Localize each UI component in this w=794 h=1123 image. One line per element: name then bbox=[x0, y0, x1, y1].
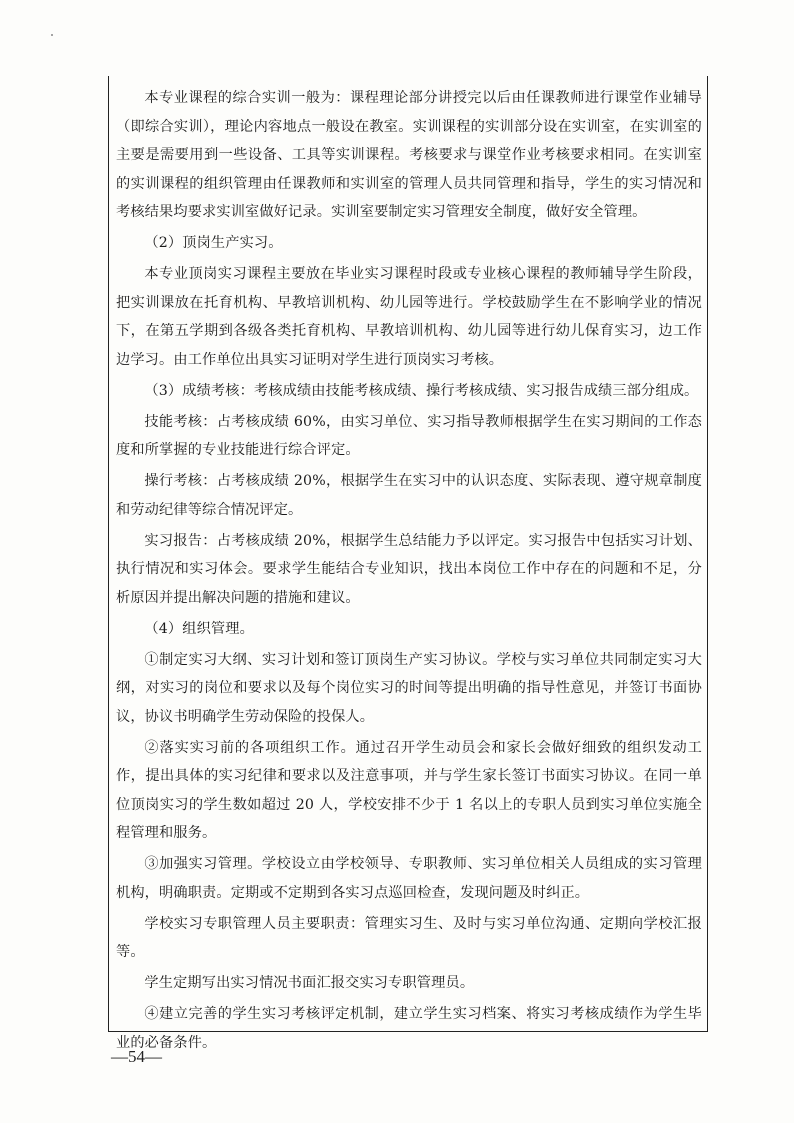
paragraph-internship-report: 实习报告：占考核成绩 20%，根据学生总结能力予以评定。实习报告中包括实习计划、执行情况和实习体会。要求学生能结合专业知识，找出本岗位工作中存在的问题和不足，分析原因并提出解决问题的措施和建议。 bbox=[116, 532, 702, 606]
paragraph-skill-assessment: 技能考核：占考核成绩 60%，由实习单位、实习指导教师根据学生在实习期间的工作态度和所掌握的专业技能进行综合评定。 bbox=[116, 413, 702, 458]
paragraph-item-1: ①制定实习大纲、实习计划和签订顶岗生产实习协议。学校与实习单位共同制定实习大纲，对实习的岗位和要求以及每个岗位实习的时间等提出明确的指导性意见，并签订书面协议，协议书明确学生劳动保险的投保人。 bbox=[116, 651, 702, 725]
paragraph-comprehensive-training: 本专业课程的综合实训一般为：课程理论部分讲授完以后由任课教师进行课堂作业辅导（即综合实训），理论内容地点一般设在教室。实训课程的实训部分设在实训室，在实训室的主要是需要用到一些设备、工具等实训课程。考核要求与课堂作业考核要求相同。在实训室的实训课程的组织管理由任课教师和实训室的管理人员共同管理和指导，学生的实习情况和考核结果均要求实训室做好记录。实训室要制定实习管理安全制度，做好安全管理。 bbox=[116, 90, 702, 220]
paragraph-item-2: ②落实实习前的各项组织工作。通过召开学生动员会和家长会做好细致的组织发动工作，提出具体的实习纪律和要求以及注意事项，并与学生家长签订书面实习协议。在同一单位顶岗实习的学生数如超过 20 人，学校安排不少于 1 名以上的专职人员到实习单位实施全程管理和服务。 bbox=[116, 739, 702, 841]
paragraph-student-report: 学生定期写出实习情况书面汇报交实习专职管理员。 bbox=[144, 975, 475, 991]
heading-organization-management: （4）组织管理。 bbox=[144, 620, 254, 637]
paragraph-internship: 本专业顶岗实习课程主要放在毕业实习课程时段或专业核心课程的教师辅导学生阶段，把实训课放在托育机构、早教培训机构、幼儿园等进行。学校鼓励学生在不影响学业的情况下，在第五学期到各级各类托育机构、早教培训机构、幼儿园等进行幼儿保育实习，边工作边学习。由工作单位出具实习证明对学生进行顶岗实习考核。 bbox=[116, 266, 702, 368]
paragraph-item-3: ③加强实习管理。学校设立由学校领导、专职教师、实习单位相关人员组成的实习管理机构，明确职责。定期或不定期到各实习点巡回检查，发现问题及时纠正。 bbox=[116, 856, 702, 901]
paragraph-conduct-assessment: 操行考核：占考核成绩 20%，根据学生在实习中的认识态度、实际表现、遵守规章制度和劳动纪律等综合情况评定。 bbox=[116, 473, 702, 518]
page-number: —54— bbox=[111, 1047, 162, 1066]
document-body bbox=[116, 84, 702, 1060]
paragraph-staff-duties: 学校实习专职管理人员主要职责：管理实习生、及时与实习单位沟通、定期向学校汇报等。 bbox=[116, 915, 702, 960]
scan-speck bbox=[51, 34, 53, 36]
heading-internship: （2）顶岗生产实习。 bbox=[144, 235, 283, 251]
paragraph-item-4: ④建立完善的学生实习考核评定机制，建立学生实习档案、将实习考核成绩作为学生毕业的必备条件。 bbox=[116, 1006, 702, 1051]
heading-grade-assessment: （3）成绩考核：考核成绩由技能考核成绩、操行考核成绩、实习报告成绩三部分组成。 bbox=[144, 382, 699, 399]
